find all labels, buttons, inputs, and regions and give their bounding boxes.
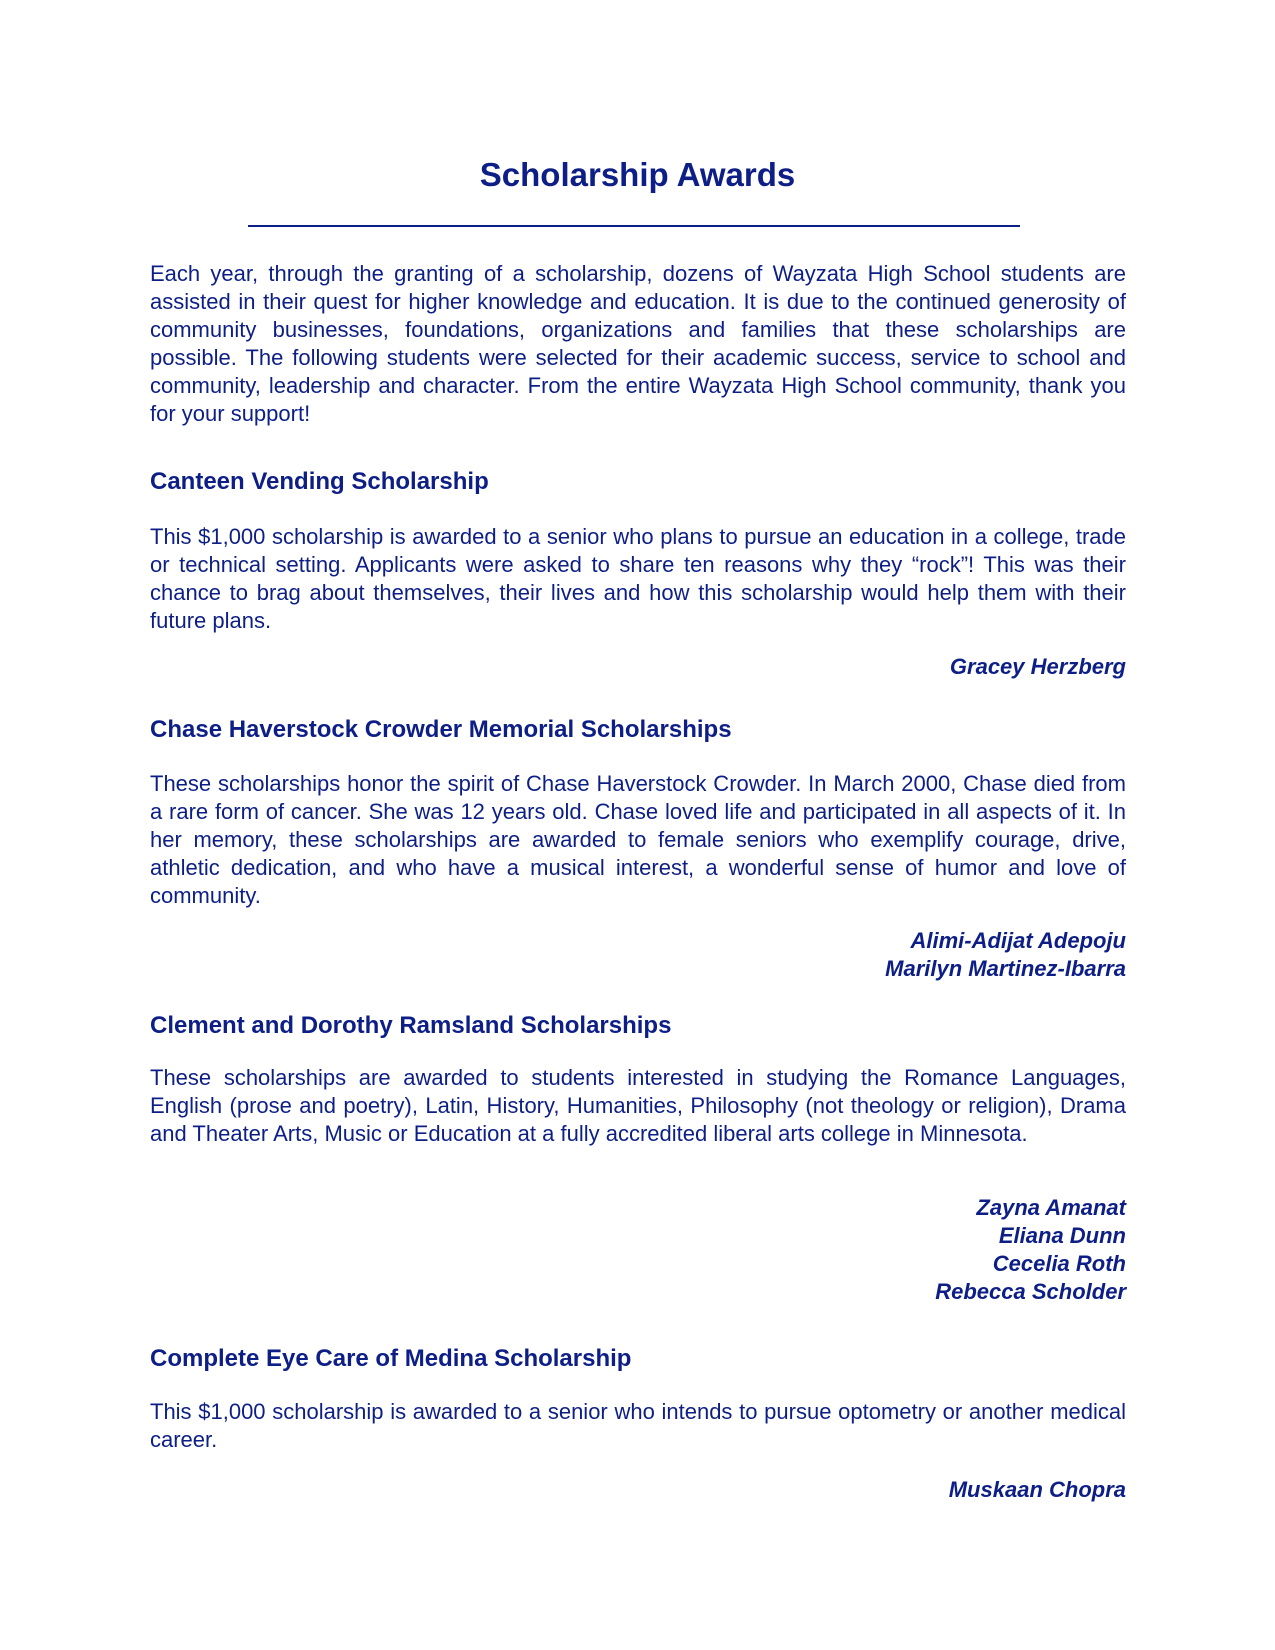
section-description-canteen-vending: This $1,000 scholarship is awarded to a senior who plans to pursue an education in a college, trade or technical setting. Applicants were asked to share ten reasons why they “rock”! This was their chance to brag about themselves, their lives and how this scholarship would help them with their future plans. xyxy=(150,524,1126,633)
recipient-name: Cecelia Roth xyxy=(992,1251,1126,1276)
section-heading-canteen-vending: Canteen Vending Scholarship xyxy=(150,468,489,495)
intro-paragraph: Each year, through the granting of a scholarship, dozens of Wayzata High School students are assisted in their quest for higher knowledge and education. It is due to the continued generosity of community businesses, foundations, organizations and families that these scholarships are possible. The following students were selected for their academic success, service to school and community, leadership and character. From the entire Wayzata High School community, thank you for your support! xyxy=(150,261,1126,426)
recipient-name: Gracey Herzberg xyxy=(949,654,1126,679)
recipient-name: Zayna Amanat xyxy=(976,1195,1126,1220)
recipient-name: Rebecca Scholder xyxy=(935,1279,1126,1304)
recipient-list-chase-crowder xyxy=(150,927,1126,983)
section-description-complete-eye-care: This $1,000 scholarship is awarded to a senior who intends to pursue optometry or another medical career. xyxy=(150,1399,1126,1452)
recipient-name: Muskaan Chopra xyxy=(948,1477,1126,1502)
recipient-list-ramsland xyxy=(150,1194,1126,1306)
recipient-name: Marilyn Martinez-Ibarra xyxy=(885,956,1126,981)
recipient-name: Eliana Dunn xyxy=(998,1223,1126,1248)
recipient-name: Alimi-Adijat Adepoju xyxy=(910,928,1126,953)
page-title: Scholarship Awards xyxy=(479,156,796,193)
recipient-list-complete-eye-care xyxy=(150,1476,1126,1504)
section-heading-ramsland: Clement and Dorothy Ramsland Scholarships xyxy=(150,1012,672,1039)
section-description-chase-crowder: These scholarships honor the spirit of Chase Haverstock Crowder. In March 2000, Chase died from a rare form of cancer. She was 12 years old. Chase loved life and participated in all aspects of it. In her memory, these scholarships are awarded to female seniors who exemplify courage, drive, athletic dedication, and who have a musical interest, a wonderful sense of humor and love of community. xyxy=(150,771,1126,908)
title-underline xyxy=(248,225,1020,227)
section-description-ramsland: These scholarships are awarded to students interested in studying the Romance Languages, English (prose and poetry), Latin, History, Humanities, Philosophy (not theology or religion), Drama and Theater Arts, Music or Education at a fully accredited liberal arts college in Minnesota. xyxy=(150,1065,1126,1146)
section-heading-chase-crowder: Chase Haverstock Crowder Memorial Scholarships xyxy=(150,716,732,743)
section-heading-complete-eye-care: Complete Eye Care of Medina Scholarship xyxy=(150,1345,632,1372)
recipient-list-canteen-vending xyxy=(150,653,1126,681)
